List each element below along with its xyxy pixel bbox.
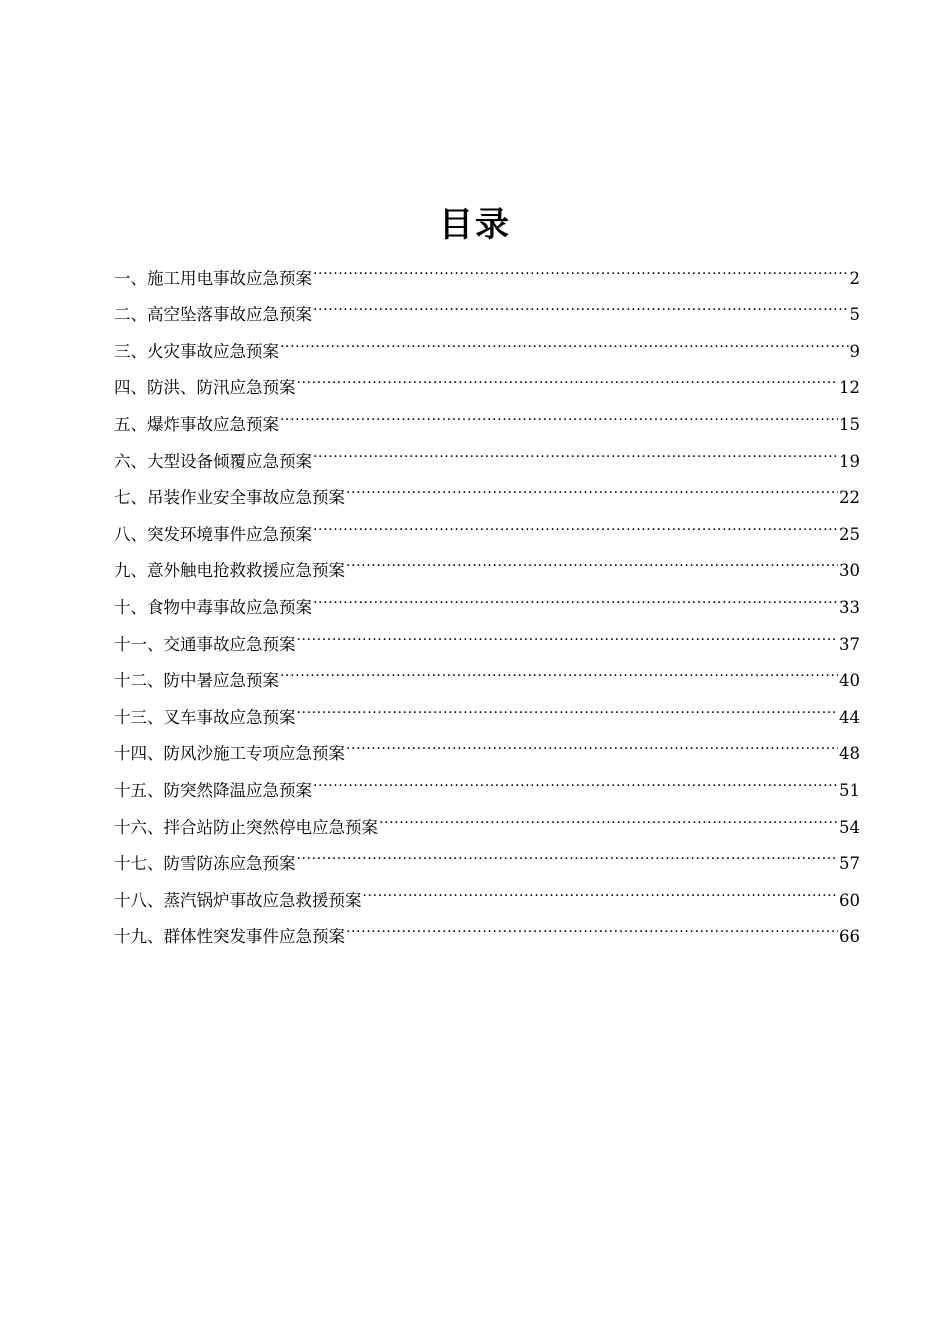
toc-title: 目录 <box>439 205 511 245</box>
toc-list <box>114 247 860 947</box>
toc-page-number: 51 <box>839 780 860 800</box>
toc-dot-leader <box>280 320 849 357</box>
toc-dot-leader <box>313 759 838 796</box>
toc-dot-leader <box>313 430 838 467</box>
toc-dot-leader <box>297 613 839 650</box>
toc-entry-label: 六、大型设备倾覆应急预案 <box>114 451 312 471</box>
toc-dot-leader <box>346 540 838 577</box>
toc-dot-leader <box>346 906 838 943</box>
toc-page-number: 48 <box>839 744 860 764</box>
toc-entry-label: 八、突发环境事件应急预案 <box>114 524 312 544</box>
toc-entry-label: 十一、交通事故应急预案 <box>114 634 296 654</box>
toc-entry-label: 十、食物中毒事故应急预案 <box>114 597 312 617</box>
toc-entry-label: 十九、群体性突发事件应急预案 <box>114 927 345 947</box>
toc-entry-label: 九、意外触电抢救救援应急预案 <box>114 561 345 581</box>
toc-entry[interactable] <box>114 247 860 288</box>
toc-entry-label: 十六、拌合站防止突然停电应急预案 <box>114 817 378 837</box>
toc-page-number: 54 <box>839 817 860 837</box>
toc-dot-leader <box>313 503 838 540</box>
toc-page-number: 44 <box>839 707 860 727</box>
toc-page-number: 40 <box>839 671 860 691</box>
toc-dot-leader <box>313 247 849 284</box>
toc-page-number: 25 <box>839 524 860 544</box>
toc-entry-label: 一、施工用电事故应急预案 <box>114 268 312 288</box>
toc-page-number: 9 <box>849 341 860 361</box>
toc-page-number: 19 <box>839 451 860 471</box>
toc-entry-label: 七、吊装作业安全事故应急预案 <box>114 488 345 508</box>
toc-dot-leader <box>280 393 838 430</box>
toc-entry-label: 十三、叉车事故应急预案 <box>114 707 296 727</box>
toc-page-number: 30 <box>839 561 860 581</box>
toc-entry-label: 十四、防风沙施工专项应急预案 <box>114 744 345 764</box>
toc-entry-label: 十八、蒸汽锅炉事故应急救援预案 <box>114 890 362 910</box>
toc-entry-label: 四、防洪、防汛应急预案 <box>114 378 296 398</box>
toc-entry-label: 五、爆炸事故应急预案 <box>114 414 279 434</box>
toc-dot-leader <box>297 686 839 723</box>
toc-dot-leader <box>297 357 839 394</box>
toc-dot-leader <box>297 833 839 870</box>
toc-dot-leader <box>363 869 839 906</box>
toc-dot-leader <box>379 796 838 833</box>
toc-page-number: 15 <box>839 414 860 434</box>
toc-page-number: 2 <box>849 268 860 288</box>
toc-entry-label: 二、高空坠落事故应急预案 <box>114 305 312 325</box>
toc-dot-leader <box>280 650 838 687</box>
toc-dot-leader <box>346 467 838 504</box>
toc-page-number: 66 <box>839 927 860 947</box>
toc-dot-leader <box>346 723 838 760</box>
toc-page-number: 37 <box>839 634 860 654</box>
toc-dot-leader <box>313 284 849 321</box>
toc-dot-leader <box>313 576 838 613</box>
toc-page-number: 22 <box>839 488 860 508</box>
toc-page-number: 33 <box>839 597 860 617</box>
toc-entry-label: 十七、防雪防冻应急预案 <box>114 854 296 874</box>
toc-page-number: 5 <box>849 305 860 325</box>
toc-entry-label: 十二、防中暑应急预案 <box>114 671 279 691</box>
toc-entry-label: 三、火灾事故应急预案 <box>114 341 279 361</box>
toc-page-number: 12 <box>839 378 860 398</box>
toc-entry-label: 十五、防突然降温应急预案 <box>114 780 312 800</box>
toc-page-number: 60 <box>839 890 860 910</box>
toc-page-number: 57 <box>839 854 860 874</box>
